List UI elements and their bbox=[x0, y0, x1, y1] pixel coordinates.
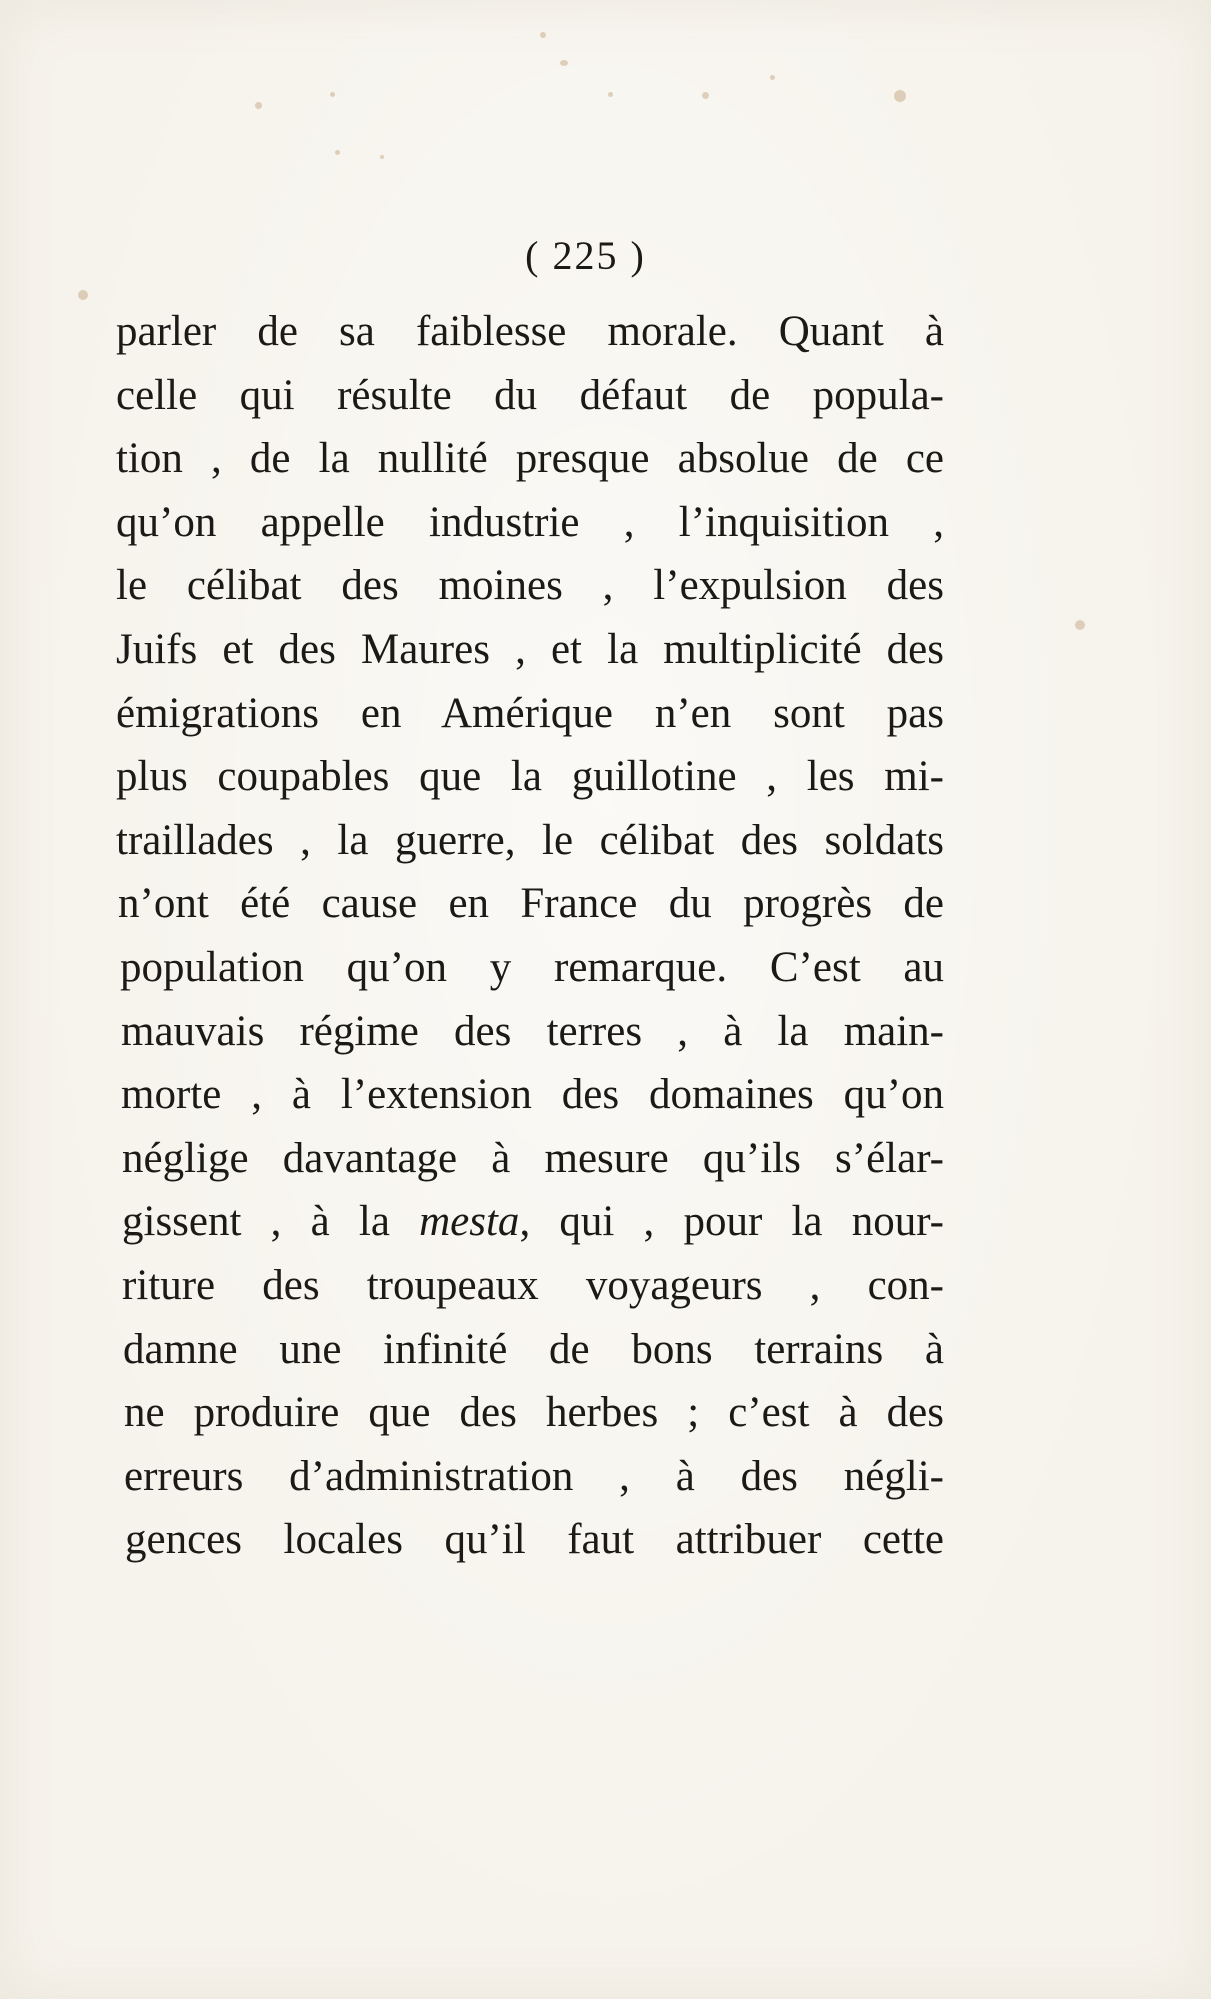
text-segment: gissent , à la bbox=[122, 1198, 420, 1246]
text-segment: parler de sa faiblesse morale. Quant à bbox=[116, 308, 944, 355]
text-segment: tion , de la nullité presque absolue de ce bbox=[116, 435, 944, 483]
foxing-speck bbox=[78, 290, 88, 300]
foxing-speck bbox=[560, 60, 568, 66]
text-segment: néglige davantage à mesure qu’ils s’élar- bbox=[122, 1134, 944, 1182]
text-segment: qu’on appelle industrie , l’inquisition , bbox=[116, 498, 944, 546]
text-line bbox=[120, 936, 944, 1000]
text-line bbox=[124, 1445, 944, 1509]
text-line bbox=[116, 745, 944, 809]
text-segment: traillades , la guerre, le célibat des soldats bbox=[116, 816, 944, 864]
text-line bbox=[122, 1127, 944, 1191]
text-segment: population qu’on y remarque. C’est au bbox=[120, 943, 944, 991]
foxing-speck bbox=[255, 102, 262, 109]
text-segment: gences locales qu’il faut attribuer cette bbox=[125, 1516, 944, 1564]
foxing-speck bbox=[608, 92, 613, 97]
foxing-speck bbox=[335, 150, 340, 155]
text-line bbox=[116, 427, 944, 491]
text-segment: celle qui résulte du défaut de popula- bbox=[116, 371, 944, 419]
text-segment: morte , à l’extension des domaines qu’on bbox=[121, 1071, 944, 1119]
text-segment: plus coupables que la guillotine , les mi- bbox=[116, 753, 944, 801]
text-segment: erreurs d’administration , à des négli- bbox=[124, 1452, 944, 1500]
text-line bbox=[116, 364, 944, 428]
text-line bbox=[125, 1508, 944, 1572]
text-line bbox=[121, 1000, 944, 1064]
text-line bbox=[122, 1254, 944, 1318]
text-line bbox=[124, 1381, 944, 1445]
foxing-speck bbox=[380, 155, 384, 159]
text-segment: ne produire que des herbes ; c’est à des bbox=[124, 1389, 944, 1437]
text-segment: n’ont été cause en France du progrès de bbox=[118, 880, 944, 928]
foxing-speck bbox=[330, 92, 335, 97]
text-line bbox=[118, 872, 944, 936]
text-segment: riture des troupeaux voyageurs , con- bbox=[122, 1261, 944, 1309]
foxing-speck bbox=[540, 32, 546, 38]
text-line bbox=[123, 1318, 944, 1382]
text-line bbox=[116, 809, 944, 873]
foxing-speck bbox=[894, 90, 906, 102]
text-segment: mauvais régime des terres , à la main- bbox=[121, 1007, 944, 1055]
text-line bbox=[116, 618, 944, 682]
text-line bbox=[116, 300, 944, 364]
page-number: ( 225 ) bbox=[525, 233, 646, 278]
text-line bbox=[121, 1063, 944, 1127]
foxing-speck bbox=[770, 75, 775, 80]
text-segment: , qui , pour la nour- bbox=[519, 1198, 944, 1246]
text-line bbox=[116, 682, 944, 746]
body-text bbox=[116, 300, 944, 1572]
text-line bbox=[116, 554, 944, 618]
foxing-speck bbox=[1075, 620, 1085, 630]
text-segment: émigrations en Amérique n’en sont pas bbox=[116, 689, 944, 737]
text-segment: Juifs et des Maures , et la multiplicité des bbox=[116, 625, 944, 673]
text-segment: damne une infinité de bons terrains à bbox=[123, 1325, 944, 1373]
foxing-speck bbox=[702, 92, 709, 99]
text-line bbox=[122, 1190, 944, 1254]
italic-word: mesta bbox=[419, 1198, 520, 1246]
text-line bbox=[116, 491, 944, 555]
text-segment: le célibat des moines , l’expulsion des bbox=[116, 562, 944, 610]
